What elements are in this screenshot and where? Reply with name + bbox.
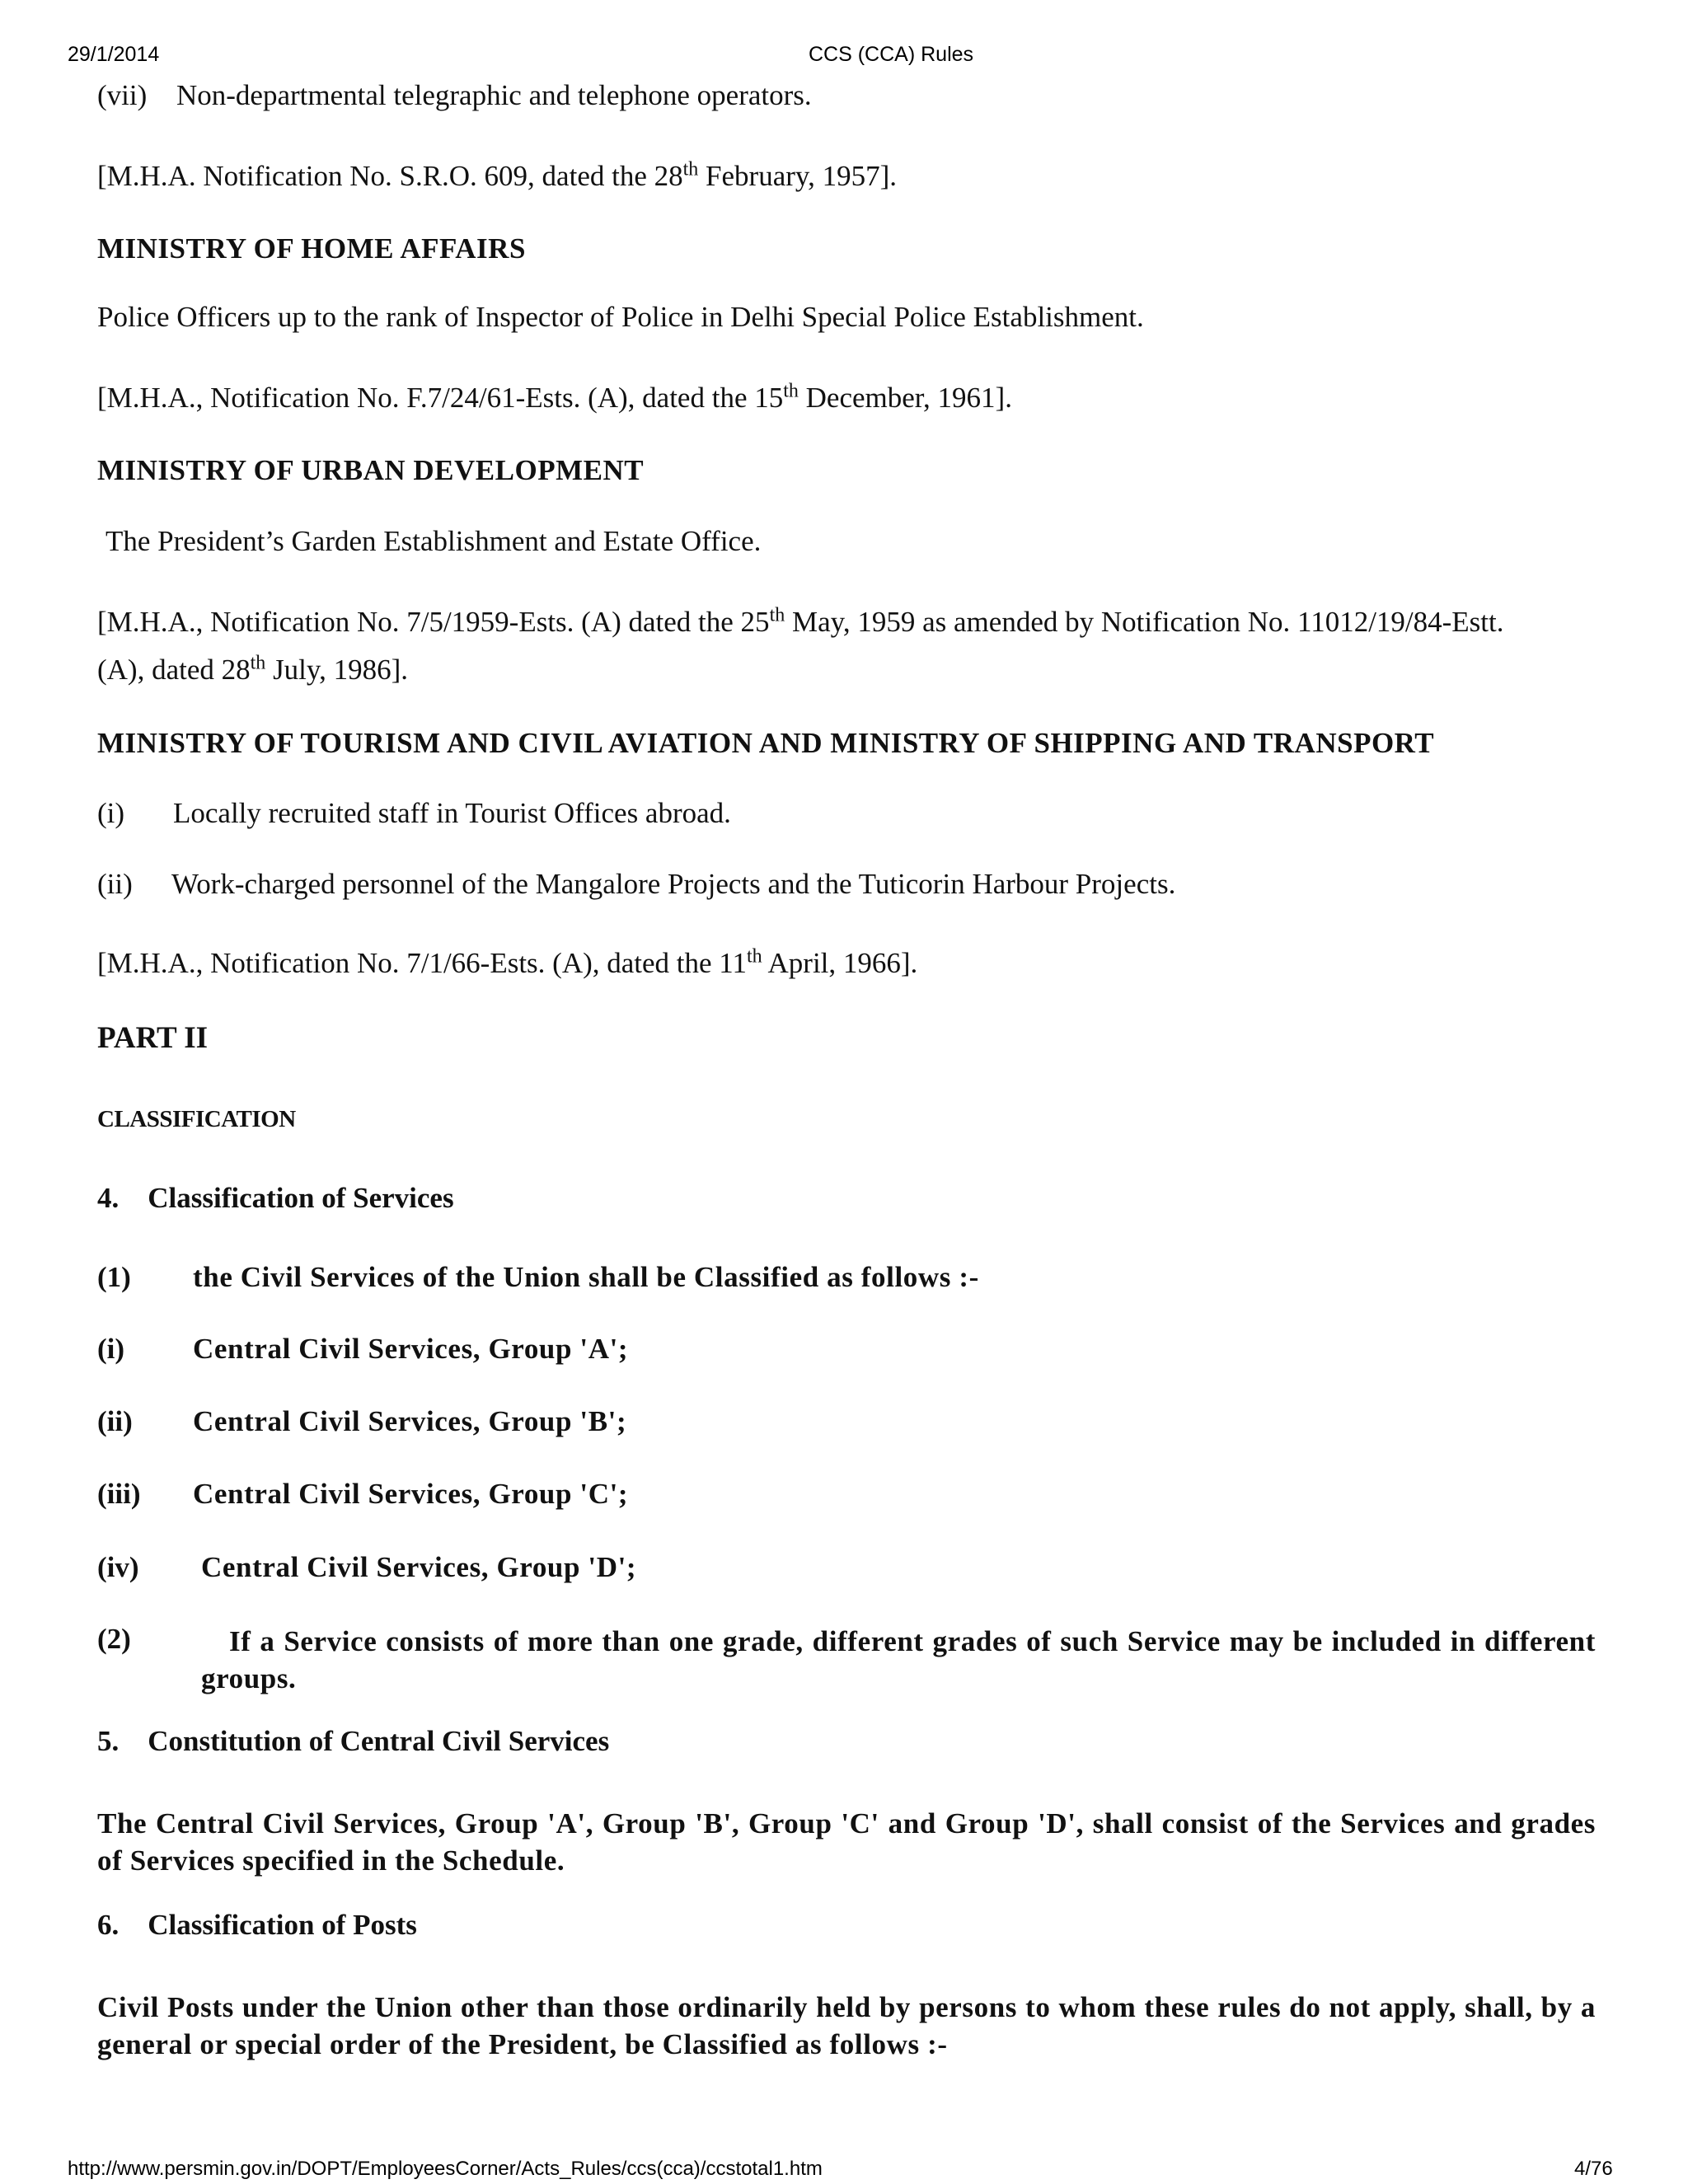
- group-item-ii: [97, 1405, 627, 1438]
- list-text: Work-charged personnel of the Mangalore Projects and the Tuticorin Harbour Projects.: [171, 868, 1176, 900]
- subsection-4-1: [97, 1261, 979, 1294]
- list-item-vii: [97, 79, 812, 112]
- footer-page-number: 4/76: [1574, 2158, 1613, 2180]
- urban-development-text: The President’s Garden Establishment and Estate Office.: [106, 525, 762, 557]
- notification-note-3-line-2: (A), dated 28th July, 1986].: [97, 652, 409, 686]
- list-number: (i): [97, 1333, 125, 1365]
- list-text: Non-departmental telegraphic and telephone operators.: [176, 79, 812, 111]
- notification-note-1: [M.H.A. Notification No. S.R.O. 609, dated the 28th February, 1957].: [97, 158, 898, 192]
- group-item-i: [97, 1333, 629, 1366]
- classification-heading: CLASSIFICATION: [97, 1106, 296, 1132]
- list-number: (1): [97, 1261, 131, 1293]
- ministry-heading-tourism-shipping: MINISTRY OF TOURISM AND CIVIL AVIATION AND MINISTRY OF SHIPPING AND TRANSPORT: [97, 727, 1435, 759]
- subsection-4-2-number: (2): [97, 1623, 131, 1655]
- ministry-heading-home-affairs: MINISTRY OF HOME AFFAIRS: [97, 232, 526, 265]
- footer-url[interactable]: http://www.persmin.gov.in/DOPT/EmployeesCorner/Acts_Rules/ccs(cca)/ccstotal1.htm: [68, 2158, 823, 2180]
- list-text: the Civil Services of the Union shall be Classified as follows :-: [193, 1261, 979, 1293]
- section-heading-4: 4. Classification of Services: [97, 1182, 454, 1214]
- list-number: (ii): [97, 868, 133, 900]
- list-text: Locally recruited staff in Tourist Offices abroad.: [173, 797, 731, 829]
- list-number: (iv): [97, 1551, 139, 1583]
- header-title: CCS (CCA) Rules: [809, 43, 974, 66]
- list-number: (ii): [97, 1405, 133, 1437]
- list-text: Central Civil Services, Group 'D';: [201, 1551, 637, 1583]
- notification-note-3-line-1: [M.H.A., Notification No. 7/5/1959-Ests. (A) dated the 25th May, 1959 as amended by Notification No. 11012/19/84-Estt.: [97, 604, 1504, 638]
- list-text: Central Civil Services, Group 'B';: [193, 1405, 627, 1437]
- section-6-text: Civil Posts under the Union other than those ordinarily held by persons to whom these rules do not apply, shall, by a general or special order of the President, be Classified as follows :-: [97, 1991, 1596, 2060]
- header-date: 29/1/2014: [68, 43, 160, 66]
- section-heading-5: 5. Constitution of Central Civil Services: [97, 1725, 610, 1757]
- list-number: (i): [97, 797, 125, 829]
- subsection-4-2-text: If a Service consists of more than one grade, different grades of such Service may be included in different groups.: [201, 1625, 1596, 1694]
- ministry-heading-urban-development: MINISTRY OF URBAN DEVELOPMENT: [97, 454, 645, 486]
- home-affairs-text: Police Officers up to the rank of Inspector of Police in Delhi Special Police Establishment.: [97, 301, 1144, 333]
- part-heading: PART II: [97, 1021, 209, 1055]
- list-text: Central Civil Services, Group 'C';: [193, 1478, 629, 1510]
- list-number: (iii): [97, 1478, 141, 1510]
- list-item-tourism-i: [97, 797, 731, 830]
- section-heading-6: 6. Classification of Posts: [97, 1909, 417, 1941]
- notification-note-4: [M.H.A., Notification No. 7/1/66-Ests. (A), dated the 11th April, 1966].: [97, 945, 918, 979]
- group-item-iii: [97, 1478, 629, 1511]
- list-item-tourism-ii: [97, 868, 1176, 901]
- notification-note-2: [M.H.A., Notification No. F.7/24/61-Ests. (A), dated the 15th December, 1961].: [97, 380, 1012, 414]
- section-5-text: The Central Civil Services, Group 'A', Group 'B', Group 'C' and Group 'D', shall consist of the Services and grades of Services specified in the Schedule.: [97, 1807, 1596, 1877]
- list-number: (vii): [97, 79, 148, 111]
- list-text: Central Civil Services, Group 'A';: [193, 1333, 629, 1365]
- group-item-iv: [97, 1551, 637, 1584]
